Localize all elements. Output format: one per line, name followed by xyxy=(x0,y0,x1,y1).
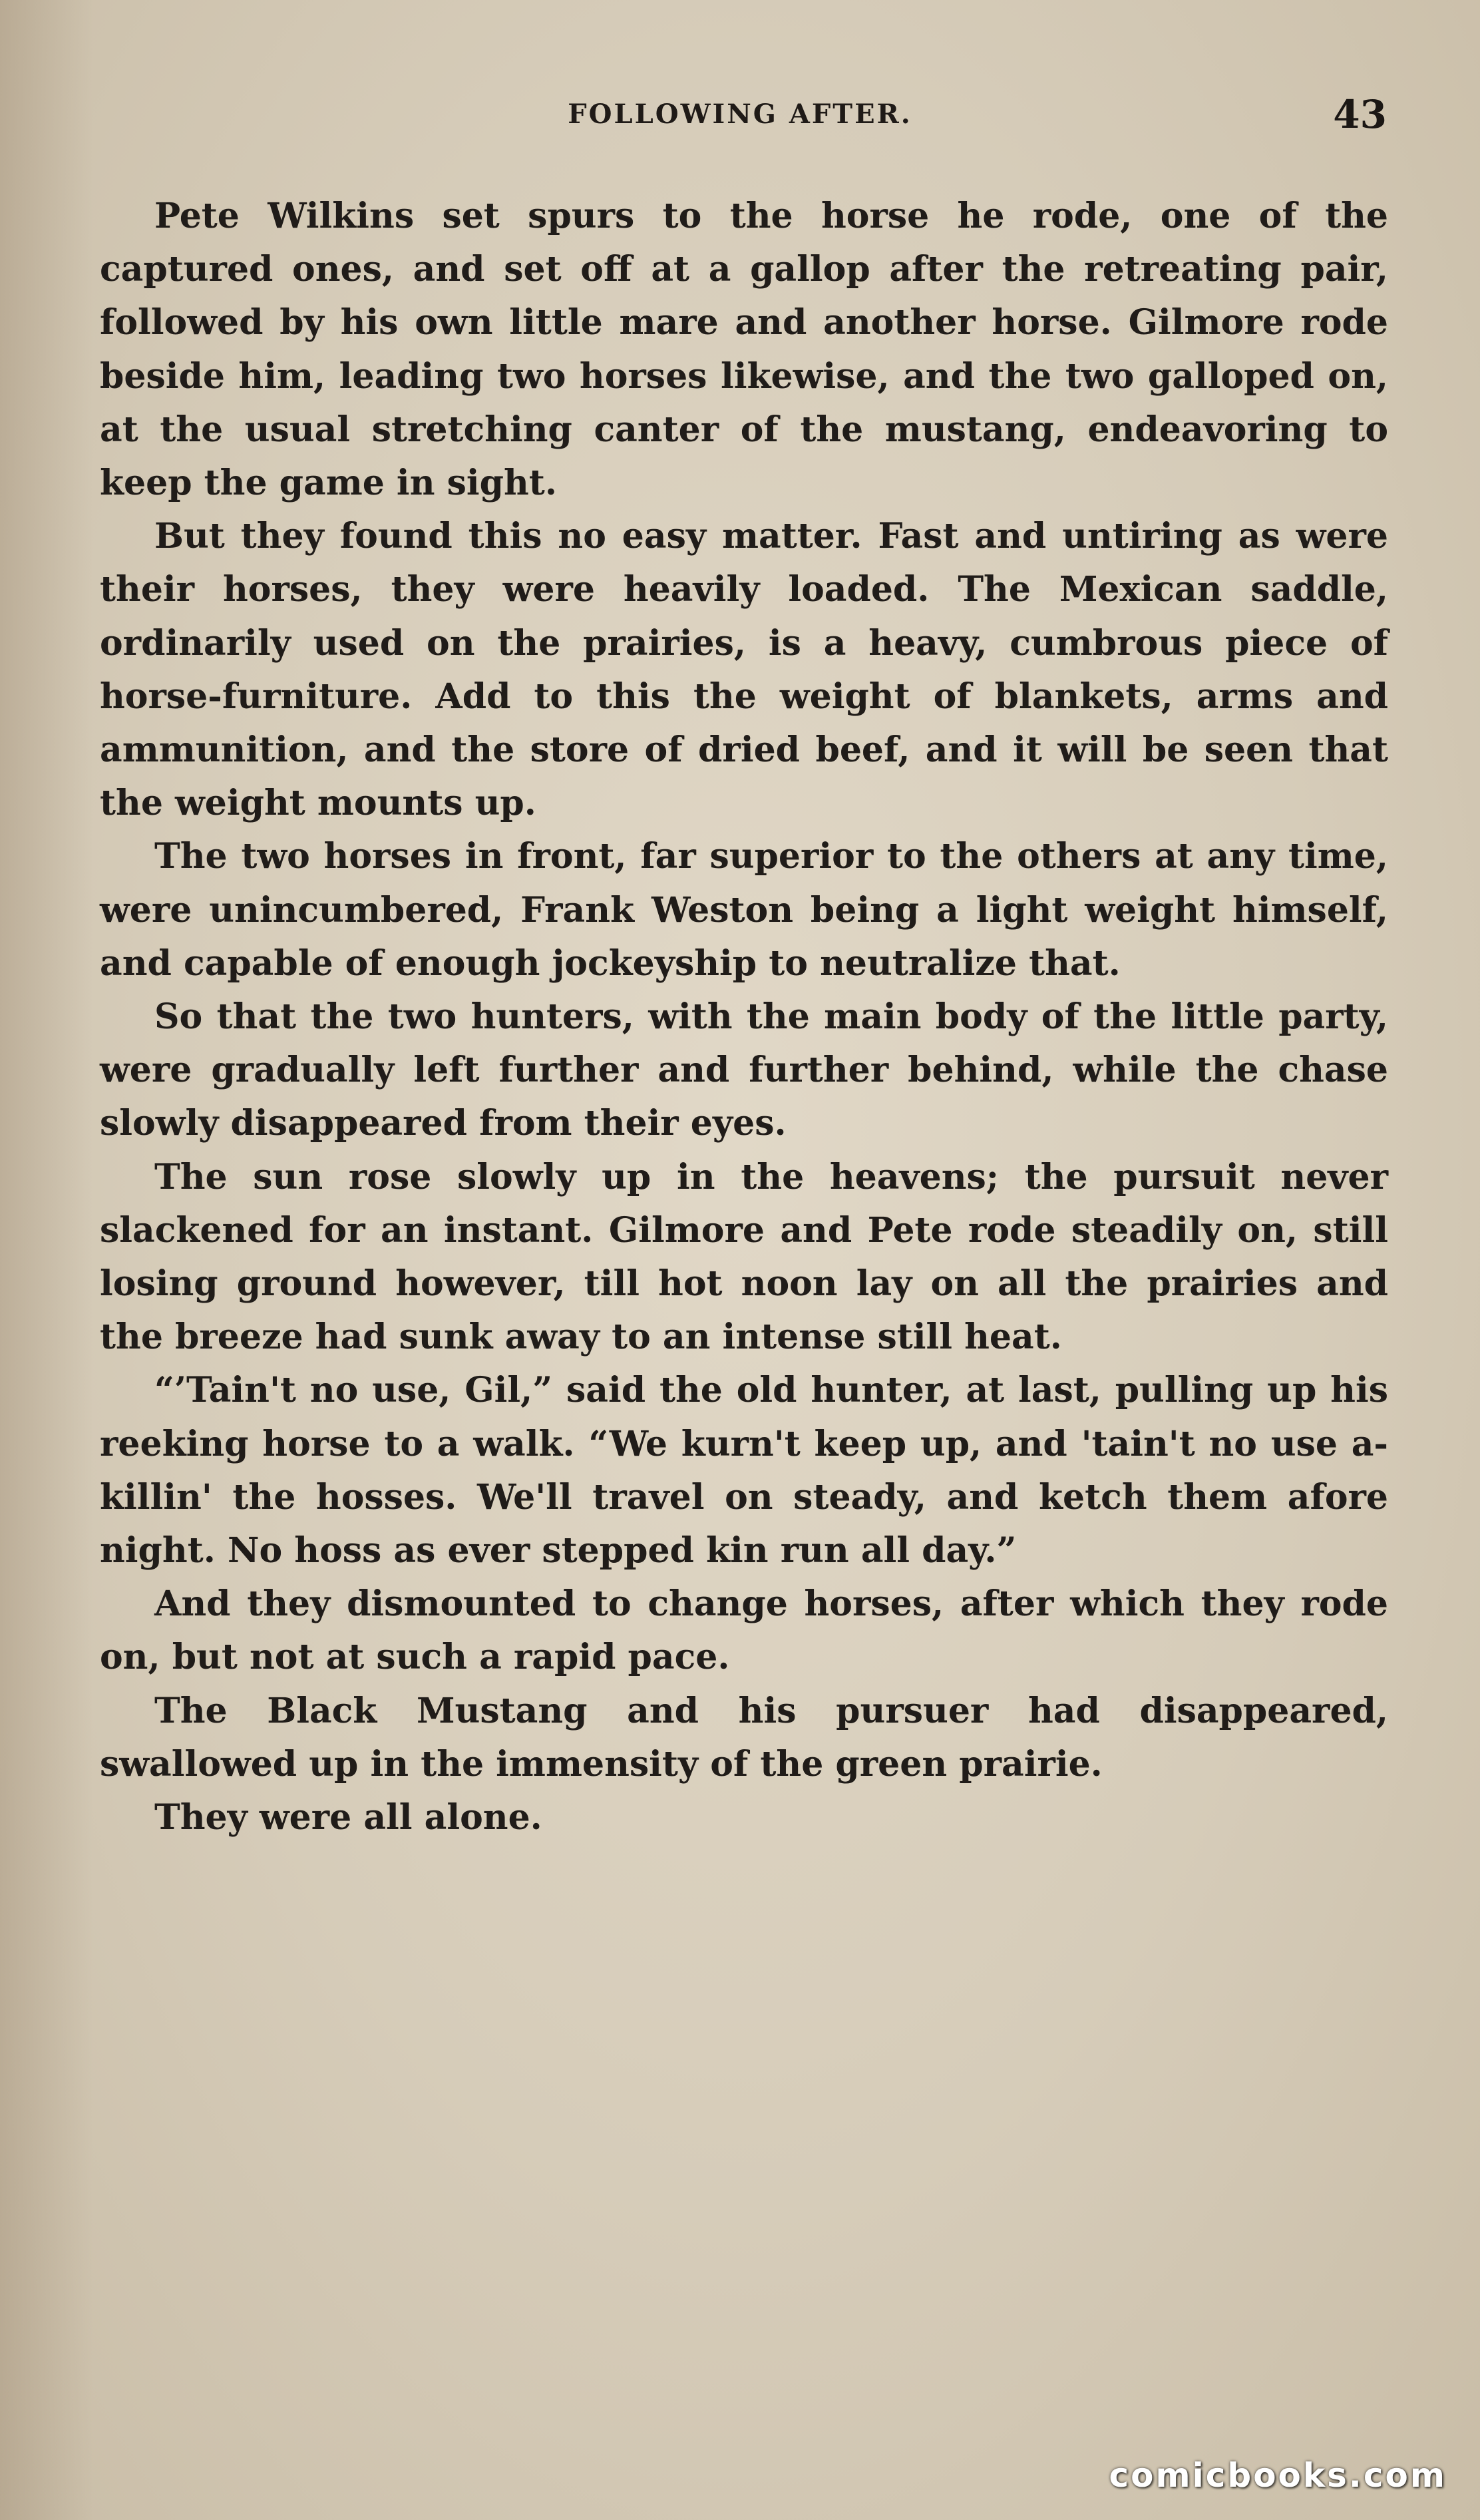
paragraph: The two horses in front, far superior to the others at any time, were unincumbered, Frank Weston being a light weight himself, and capable of enough jockeyship to neutralize that. xyxy=(100,836,1388,984)
watermark: comicbooks.com xyxy=(1109,2456,1447,2495)
paragraph: So that the two hunters, with the main body of the little party, were gradually left further and further behind, while the chase slowly disappeared from their eyes. xyxy=(100,996,1388,1144)
paragraph: “’Tain't no use, Gil,” said the old hunter, at last, pulling up his reeking horse to a walk. “We kurn't keep up, and 'tain't no use a-killin' the hosses. We'll travel on steady, and ketch them afore night. No hoss as ever stepped kin run all day.” xyxy=(100,1370,1388,1572)
paragraph: And they dismounted to change horses, after which they rode on, but not at such a rapid pace. xyxy=(100,1583,1388,1678)
paragraph: But they found this no easy matter. Fast and untiring as were their horses, they were heavily loaded. The Mexican saddle, ordinarily used on the prairies, is a heavy, cumbrous piece of horse-furniture. Add to this the weight of blankets, arms and ammunition, and the store of dried beef, and it will be seen that the weight mounts up. xyxy=(100,516,1388,824)
paragraph: The sun rose slowly up in the heavens; the pursuit never slackened for an instant. Gilmore and Pete rode steadily on, still losing ground however, till hot noon lay on all the prairies and the breeze had sunk away to an intense still heat. xyxy=(100,1156,1388,1358)
paragraph: Pete Wilkins set spurs to the horse he rode, one of the captured ones, and set off at a gallop after the retreating pair, followed by his own little mare and another horse. Gilmore rode beside him, leading two horses likewise, and the two galloped on, at the usual stretching canter of the mustang, endeavoring to keep the game in sight. xyxy=(100,196,1388,504)
paragraph: The Black Mustang and his pursuer had disappeared, swallowed up in the immensity of the green prairie. xyxy=(100,1690,1388,1785)
running-head: FOLLOWING AFTER. xyxy=(568,99,912,130)
page-number: 43 xyxy=(1333,92,1387,137)
page-edge-shadow xyxy=(0,0,93,2520)
page-header xyxy=(0,92,1480,152)
paragraph: They were all alone. xyxy=(154,1797,542,1838)
body-text xyxy=(100,190,1388,1844)
